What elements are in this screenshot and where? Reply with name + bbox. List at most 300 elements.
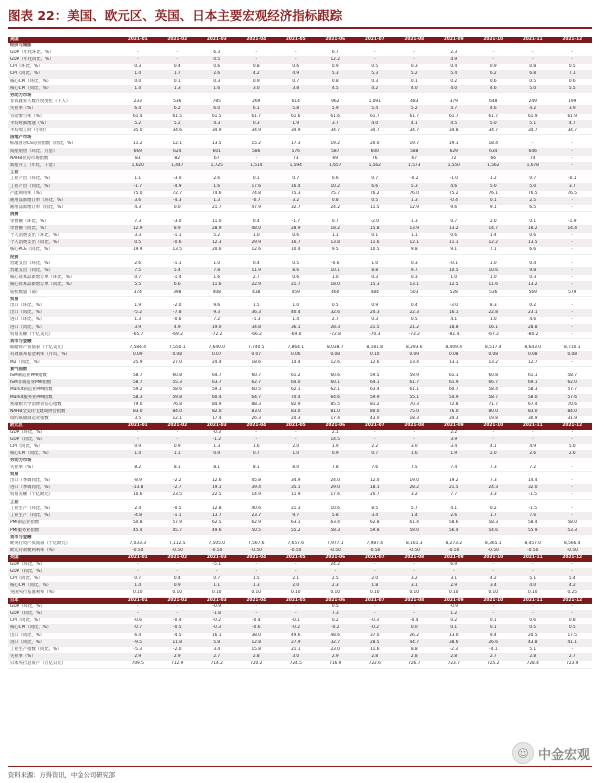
table-cell: 0.2: [434, 78, 474, 85]
table-cell: 5.5: [118, 282, 158, 289]
table-cell: 13.5: [197, 141, 237, 148]
table-cell: 16.1: [434, 310, 474, 317]
table-cell: 70.6: [553, 401, 593, 408]
table-row: [8, 506, 592, 513]
table-cell: 5.8: [197, 639, 237, 646]
section-title: 贸易: [10, 471, 19, 477]
table-row: [8, 373, 592, 380]
table-cell: 18.3: [395, 416, 435, 423]
table-cell: 84.0: [553, 409, 593, 416]
table-cell: 1.4: [118, 71, 158, 78]
table-cell: 0.6: [276, 232, 316, 239]
table-cell: 61.6: [276, 113, 316, 120]
table-cell: 2.0: [276, 583, 316, 590]
table-cell: 14.5: [316, 436, 356, 443]
table-cell: 8,161.3: [395, 541, 435, 548]
table-cell: 4.1: [434, 317, 474, 324]
table-cell: 48.6: [316, 632, 356, 639]
indicator-label: CPI（同比，%）: [8, 444, 118, 451]
month-header: 2021-12: [553, 423, 593, 430]
table-row: [8, 451, 592, 458]
table-cell: 59.0: [395, 527, 435, 534]
table-cell: 61.7: [395, 113, 435, 120]
table-cell: 15.2: [237, 141, 277, 148]
table-cell: 0.3: [118, 64, 158, 71]
table-cell: -: [237, 568, 277, 575]
table-cell: 57.7: [553, 387, 593, 394]
section-row: [8, 339, 592, 346]
table-cell: -: [276, 56, 316, 63]
table-cell: 19.2: [316, 141, 356, 148]
table-cell: 7,740.5: [237, 345, 277, 352]
indicator-label: 工业生产（环比，%）: [8, 506, 118, 513]
section-title: 房地产市场: [10, 135, 32, 141]
table-cell: -1.1: [158, 513, 198, 520]
section-title: 景气指数: [10, 366, 28, 372]
table-cell: 10.1: [316, 267, 356, 274]
table-cell: 83: [118, 155, 158, 162]
table-cell: 0.6: [553, 78, 593, 85]
table-cell: -1.3: [237, 317, 277, 324]
table-cell: -4.9: [158, 183, 198, 190]
table-cell: 6.4: [118, 106, 158, 113]
table-cell: 63.4: [316, 520, 356, 527]
table-cell: 75.3: [276, 190, 316, 197]
table-cell: -: [118, 562, 158, 569]
table-cell: 19.8: [474, 416, 514, 423]
table-cell: 728.4: [513, 661, 553, 668]
table-cell: 11.6: [355, 646, 395, 653]
table-cell: 0.5: [513, 78, 553, 85]
table-cell: 7,112.5: [158, 541, 198, 548]
table-row: [8, 345, 592, 352]
indicator-label: CPI（环比，%）: [8, 64, 118, 71]
table-cell: 0.6: [434, 232, 474, 239]
macro-indicator-table: [8, 37, 592, 669]
table-cell: 8.1: [197, 465, 237, 472]
table-cell: -0.2: [355, 625, 395, 632]
watermark: [512, 742, 590, 764]
table-cell: -: [553, 267, 593, 274]
table-cell: 5.3: [355, 71, 395, 78]
table-cell: -: [118, 568, 158, 575]
indicator-label: 欧央行资产负债表（十亿欧元）: [8, 541, 118, 548]
table-cell: 76.5: [553, 190, 593, 197]
table-cell: 1.4: [118, 85, 158, 92]
table-cell: 3.4: [474, 583, 514, 590]
table-cell: 62.7: [237, 380, 277, 387]
indicator-label: 零售额（环比，%）: [8, 219, 118, 226]
table-cell: 460: [316, 289, 356, 296]
table-cell: 64.7: [197, 373, 237, 380]
table-cell: -: [513, 610, 553, 617]
table-cell: 2.3: [316, 583, 356, 590]
table-cell: -66.2: [237, 331, 277, 338]
table-cell: 0.3: [197, 78, 237, 85]
table-cell: -: [474, 562, 514, 569]
table-cell: 14.9: [237, 492, 277, 499]
table-cell: 26.3: [237, 416, 277, 423]
table-cell: 47.9: [237, 205, 277, 212]
table-cell: 2.5: [316, 575, 356, 582]
table-cell: 3.0: [395, 444, 435, 451]
table-cell: 7.8: [316, 465, 356, 472]
table-cell: 2.8: [395, 654, 435, 661]
table-cell: 0.9: [197, 451, 237, 458]
table-cell: 11.5: [355, 205, 395, 212]
table-cell: 0.7: [355, 176, 395, 183]
table-cell: 0.0: [158, 205, 198, 212]
table-cell: 1.2: [474, 176, 514, 183]
table-cell: 18.8: [434, 324, 474, 331]
table-cell: 0.7: [513, 176, 553, 183]
table-cell: -: [158, 436, 198, 443]
table-cell: -: [553, 50, 593, 57]
table-cell: 249: [513, 99, 553, 106]
table-cell: -1.2: [197, 436, 237, 443]
table-cell: -: [553, 430, 593, 437]
month-header: 2021-12: [553, 555, 593, 562]
month-header: 2021-10: [474, 37, 514, 43]
table-cell: -0.7: [118, 625, 158, 632]
table-cell: 5.3: [316, 71, 356, 78]
table-cell: 61.7: [237, 113, 277, 120]
table-cell: -: [553, 317, 593, 324]
table-row: [8, 632, 592, 639]
table-row: [8, 590, 592, 597]
table-cell: 6.2: [158, 106, 198, 113]
table-cell: 17.3: [276, 141, 316, 148]
indicator-label: 进口（同比，%）: [8, 639, 118, 646]
table-cell: 75.0: [118, 190, 158, 197]
table-cell: 7,033.3: [118, 541, 158, 548]
table-cell: 8,566.4: [553, 541, 593, 548]
table-cell: -: [355, 430, 395, 437]
table-cell: 61.9: [553, 113, 593, 120]
table-cell: 58.0: [553, 520, 593, 527]
table-cell: 18.1: [355, 485, 395, 492]
indicator-label: ISM非制造业PMI指数: [8, 380, 118, 387]
table-cell: 8,181.8: [355, 345, 395, 352]
table-cell: -: [276, 610, 316, 617]
table-cell: 1.0: [197, 261, 237, 268]
table-cell: 12.6: [197, 478, 237, 485]
table-cell: 73: [276, 155, 316, 162]
table-cell: 69.1: [513, 380, 553, 387]
month-header: 2021-09: [434, 37, 474, 43]
table-cell: 1.4: [118, 451, 158, 458]
table-cell: 614: [276, 99, 316, 106]
table-cell: -2.0: [158, 303, 198, 310]
table-cell: 2.6: [553, 451, 593, 458]
table-row: [8, 289, 592, 296]
table-cell: -0.50: [355, 548, 395, 555]
table-cell: 16.1: [474, 324, 514, 331]
table-cell: 79.0: [118, 401, 158, 408]
table-cell: 16.4: [276, 183, 316, 190]
table-cell: 2.9: [434, 583, 474, 590]
table-cell: -: [118, 50, 158, 57]
table-cell: 54.6: [474, 527, 514, 534]
table-row: [8, 197, 592, 204]
table-cell: -: [474, 610, 514, 617]
table-cell: 0.9: [158, 444, 198, 451]
table-cell: 11.0: [197, 219, 237, 226]
indicator-label: 工业生产指数（同比，%）: [8, 646, 118, 653]
table-cell: -: [553, 247, 593, 254]
table-cell: 76.0: [395, 190, 435, 197]
table-cell: 10.5: [434, 267, 474, 274]
table-cell: 62.5: [197, 520, 237, 527]
indicator-label: 贸易差额（十亿欧元）: [8, 492, 118, 499]
table-cell: -: [276, 50, 316, 57]
indicator-label: NAHB全美住宅建商协会指数: [8, 409, 118, 416]
table-row: [8, 416, 592, 423]
table-cell: 66: [474, 155, 514, 162]
table-cell: 2.2: [355, 444, 395, 451]
table-cell: -: [474, 430, 514, 437]
table-cell: 629: [434, 148, 474, 155]
table-cell: -: [395, 50, 435, 57]
table-cell: 0.4: [158, 64, 198, 71]
indicator-label: 劳动参与率（%）: [8, 113, 118, 120]
table-cell: 1.0: [276, 303, 316, 310]
table-cell: 3.5: [118, 416, 158, 423]
table-cell: 6.7: [316, 50, 356, 57]
table-cell: 15.8: [237, 646, 277, 653]
table-cell: -0.6: [316, 261, 356, 268]
table-cell: -: [553, 492, 593, 499]
table-cell: 76.0: [434, 409, 474, 416]
table-cell: 40.4: [276, 310, 316, 317]
table-cell: -: [158, 610, 198, 617]
table-cell: 34.7: [316, 127, 356, 134]
table-cell: -0.6: [237, 625, 277, 632]
source-note: 资料来源：万得资讯，中金公司研究部: [8, 772, 116, 779]
region-name: 英国: [8, 555, 118, 562]
table-cell: 0.08: [158, 352, 198, 359]
table-cell: 13.5: [158, 247, 198, 254]
table-cell: 483: [395, 99, 435, 106]
table-cell: 28.5: [355, 639, 395, 646]
table-cell: 714.2: [197, 661, 237, 668]
table-cell: -: [316, 568, 356, 575]
table-cell: 17.5: [553, 632, 593, 639]
table-cell: 12.2: [316, 56, 356, 63]
table-row: [8, 50, 592, 57]
table-cell: -0.4: [158, 618, 198, 625]
table-cell: 3.3: [474, 492, 514, 499]
table-cell: -: [553, 141, 593, 148]
table-cell: 724.5: [276, 661, 316, 668]
table-cell: 634: [474, 148, 514, 155]
table-cell: 579: [553, 289, 593, 296]
table-cell: -: [513, 436, 553, 443]
table-cell: 0.3: [513, 275, 553, 282]
indicator-label: 贸易差额（十亿美元）: [8, 331, 118, 338]
table-cell: 9.1: [474, 205, 514, 212]
indicator-label: CPI（同比，%）: [8, 71, 118, 78]
table-cell: 12.1: [158, 416, 198, 423]
table-cell: 12.1: [158, 141, 198, 148]
table-row: [8, 106, 592, 113]
table-cell: 38.0: [237, 632, 277, 639]
table-cell: 1.3: [158, 85, 198, 92]
table-cell: -0.1: [434, 261, 474, 268]
month-header: 2021-02: [158, 37, 198, 43]
table-cell: 24.3: [276, 416, 316, 423]
section-title: 经济与通胀: [10, 43, 32, 49]
table-cell: 0.10: [395, 590, 435, 597]
table-cell: 1.4: [276, 317, 316, 324]
table-cell: 60.4: [197, 394, 237, 401]
table-cell: 0.25: [553, 590, 593, 597]
table-cell: -: [553, 604, 593, 611]
table-cell: 59.8: [158, 394, 198, 401]
table-cell: -: [355, 50, 395, 57]
table-cell: 5.3: [395, 183, 435, 190]
table-cell: -5.3: [118, 646, 158, 653]
table-row: [8, 85, 592, 92]
table-cell: -: [553, 646, 593, 653]
table-cell: 0.5: [553, 64, 593, 71]
indicator-label: 核心CPI（环比，%）: [8, 78, 118, 85]
table-cell: 1.0: [434, 275, 474, 282]
table-cell: 4.2: [237, 71, 277, 78]
section-title: 消费: [10, 212, 19, 218]
table-cell: -: [355, 56, 395, 63]
table-cell: 2.8: [434, 654, 474, 661]
table-cell: 61.9: [434, 380, 474, 387]
table-cell: 4.6: [474, 85, 514, 92]
table-cell: 19.1: [197, 485, 237, 492]
table-cell: 2.1: [276, 575, 316, 582]
table-cell: 3.2: [395, 492, 435, 499]
table-cell: 63.1: [276, 520, 316, 527]
table-cell: 58.7: [118, 380, 158, 387]
region-header-row: [8, 555, 592, 562]
table-cell: -0.50: [316, 548, 356, 555]
table-cell: 1.3: [237, 583, 277, 590]
section-title: 货币与金融: [10, 534, 32, 540]
table-cell: -: [355, 604, 395, 611]
table-cell: 8.8: [355, 267, 395, 274]
table-cell: 8,273.2: [434, 541, 474, 548]
table-cell: 1.4: [118, 583, 158, 590]
table-cell: 67: [197, 155, 237, 162]
indicator-label: ISM制造业PMI指数: [8, 373, 118, 380]
indicator-label: 工业产出（环比，%）: [8, 176, 118, 183]
table-cell: -0.50: [118, 548, 158, 555]
indicator-label: GDP（同比，%）: [8, 436, 118, 443]
table-cell: 0.2: [474, 506, 514, 513]
table-cell: -: [237, 610, 277, 617]
table-cell: 0.7: [276, 176, 316, 183]
table-cell: -: [553, 56, 593, 63]
table-cell: 7.5: [118, 267, 158, 274]
table-cell: 11.2: [118, 141, 158, 148]
region-header-row: [8, 423, 592, 430]
table-cell: -1.0: [434, 176, 474, 183]
table-cell: 21.5: [355, 324, 395, 331]
table-cell: 962: [316, 99, 356, 106]
table-cell: 13.2: [474, 359, 514, 366]
table-cell: -0.2: [316, 625, 356, 632]
table-cell: 75.0: [395, 409, 435, 416]
table-cell: 1,447: [158, 162, 198, 169]
table-cell: 14.4: [276, 359, 316, 366]
table-cell: 19.7: [395, 141, 435, 148]
table-cell: 4.6: [513, 317, 553, 324]
indicator-label: 进口（季调同比，%）: [8, 485, 118, 492]
table-cell: 1.0: [237, 232, 277, 239]
table-cell: 0.10: [276, 590, 316, 597]
table-cell: 54.9: [434, 394, 474, 401]
table-cell: 19.0: [395, 478, 435, 485]
table-cell: 0.4: [434, 64, 474, 71]
table-cell: 0.9: [316, 451, 356, 458]
table-cell: 2.7: [474, 654, 514, 661]
table-row: [8, 64, 592, 71]
table-cell: -0.9: [434, 604, 474, 611]
table-cell: 785: [197, 99, 237, 106]
table-row: [8, 120, 592, 127]
table-cell: -: [553, 359, 593, 366]
table-cell: -: [276, 568, 316, 575]
table-cell: 74: [513, 155, 553, 162]
table-cell: 34.9: [197, 127, 237, 134]
month-header: 2021-08: [395, 423, 435, 430]
table-cell: 0.1: [237, 176, 277, 183]
table-cell: 2.4: [118, 506, 158, 513]
table-cell: -: [513, 430, 553, 437]
table-cell: 438: [237, 289, 277, 296]
table-cell: 2.3: [434, 50, 474, 57]
table-cell: -0.50: [158, 548, 198, 555]
table-cell: 23.0: [316, 646, 356, 653]
table-cell: 4.9: [276, 71, 316, 78]
month-header: 2021-11: [513, 37, 553, 43]
indicator-label: PMI服务业指数: [8, 527, 118, 534]
table-cell: 0.08: [553, 352, 593, 359]
table-cell: -81.4: [434, 331, 474, 338]
table-cell: 269: [237, 99, 277, 106]
table-cell: 61.4: [395, 520, 435, 527]
table-cell: 71.7: [474, 401, 514, 408]
table-cell: -: [434, 568, 474, 575]
table-cell: 4.2: [474, 575, 514, 582]
table-cell: 24.4: [197, 359, 237, 366]
table-cell: 624: [158, 148, 198, 155]
table-cell: 1.1: [395, 232, 435, 239]
table-cell: 64.6: [316, 394, 356, 401]
table-cell: -0.3: [355, 618, 395, 625]
section-row: [8, 499, 592, 506]
table-cell: 2.9: [118, 654, 158, 661]
table-cell: 76.8: [158, 401, 198, 408]
month-header: 2021-08: [395, 37, 435, 43]
table-cell: -: [395, 604, 435, 611]
table-cell: 66.7: [474, 380, 514, 387]
table-cell: -0.9: [197, 604, 237, 611]
table-cell: -: [553, 275, 593, 282]
table-cell: -: [553, 562, 593, 569]
table-cell: 2.5: [513, 197, 553, 204]
table-row: [8, 409, 592, 416]
table-cell: 23.7: [237, 513, 277, 520]
table-cell: -: [395, 430, 435, 437]
table-cell: 10.6: [316, 506, 356, 513]
